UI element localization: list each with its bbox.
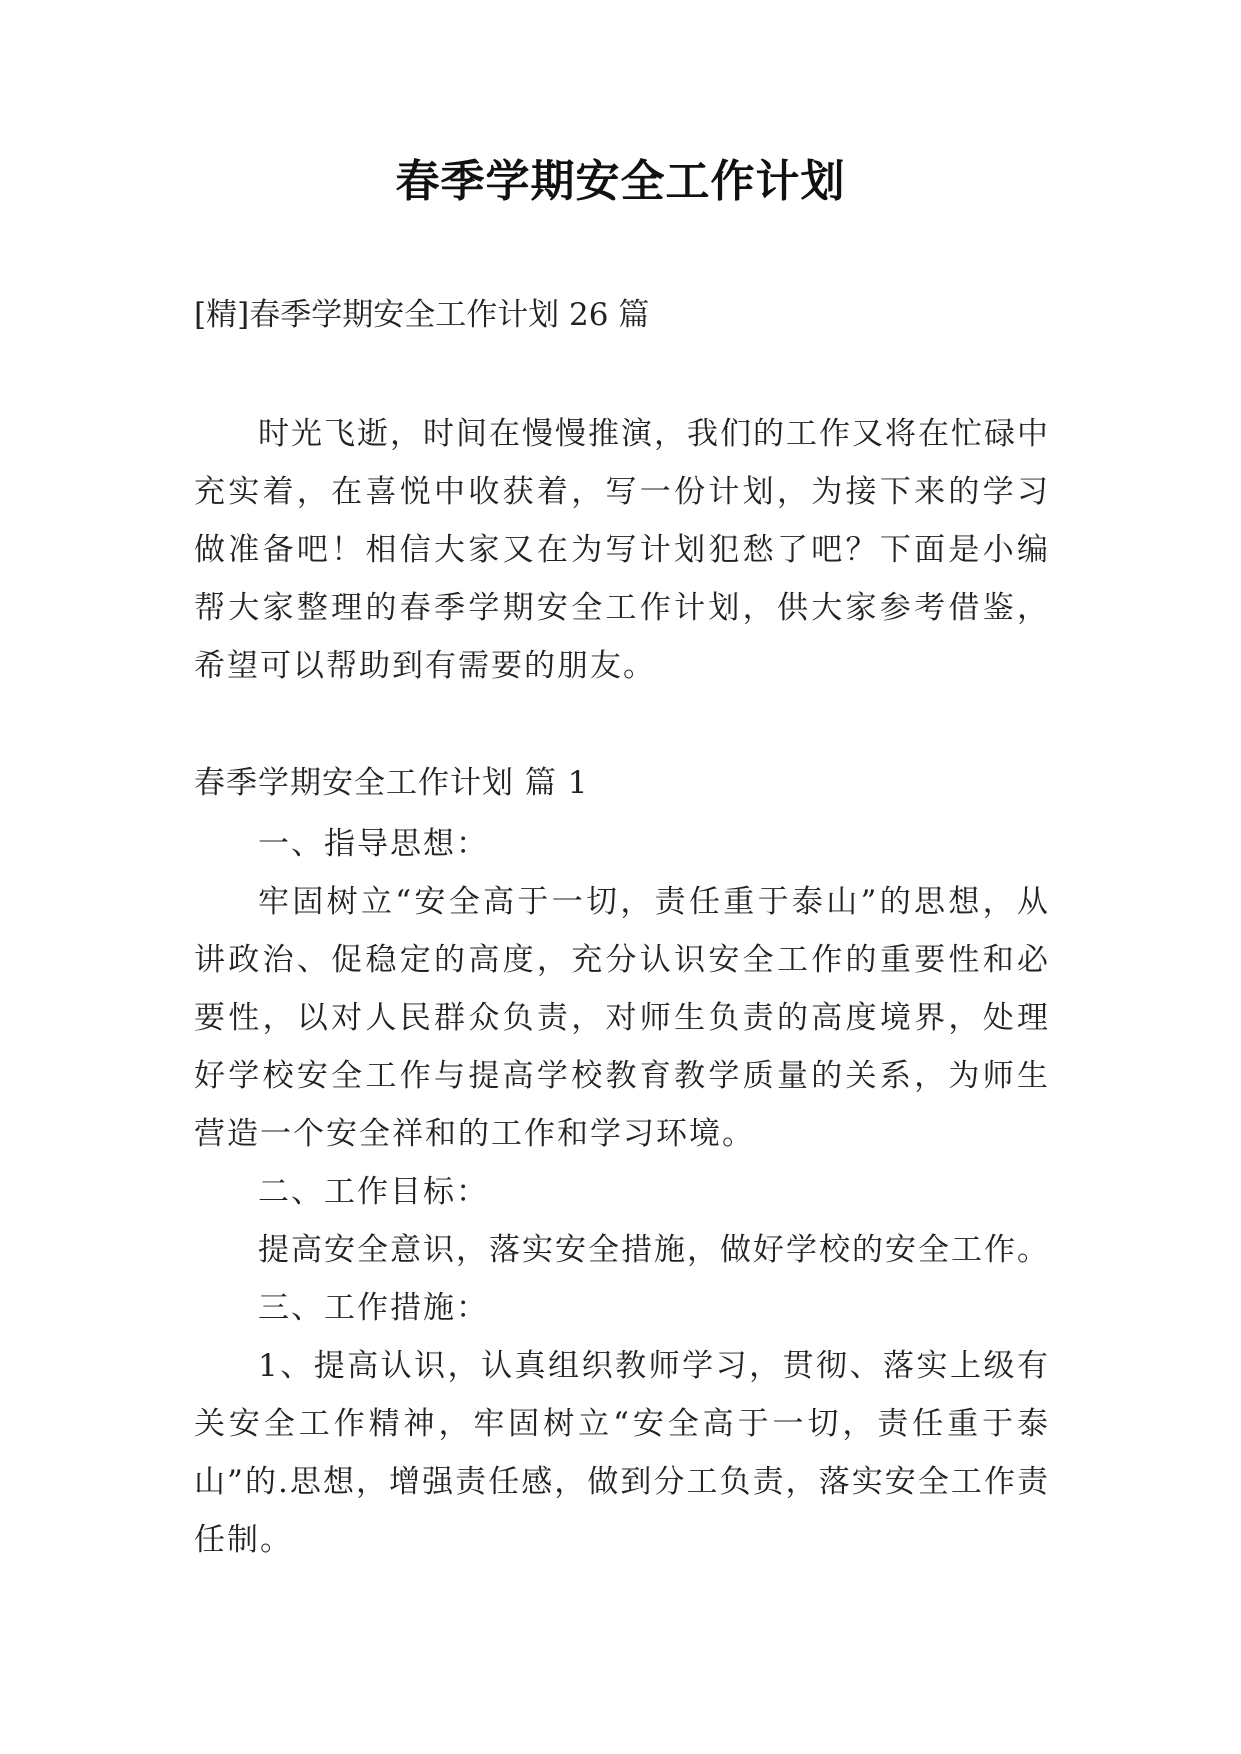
goal-heading: 二、工作目标： xyxy=(258,1174,489,1210)
guide-heading: 一、指导思想： xyxy=(258,826,489,862)
section-title: 春季学期安全工作计划 篇 1 xyxy=(194,765,589,801)
measure-item-1: 1、提高认识，认真组织教师学习，贯彻、落实上级有关安全工作精神，牢固树立“安全高于一切，责任重于泰山”的.思想，增强责任感，做到分工负责，落实安全工作责任制。 xyxy=(194,1348,1050,1558)
measure-heading: 三、工作措施： xyxy=(258,1290,489,1326)
document-subtitle: [精]春季学期安全工作计划 26 篇 xyxy=(194,297,650,333)
document-title: 春季学期安全工作计划 xyxy=(395,156,846,207)
guide-paragraph: 牢固树立“安全高于一切，责任重于泰山”的思想，从讲政治、促稳定的高度，充分认识安全工作的重要性和必要性，以对人民群众负责，对师生负责的高度境界，处理好学校安全工作与提高学校教育教学质量的关系，为师生营造一个安全祥和的工作和学习环境。 xyxy=(194,884,1050,1152)
intro-paragraph: 时光飞逝，时间在慢慢推演，我们的工作又将在忙碌中充实着，在喜悦中收获着，写一份计划，为接下来的学习做准备吧！相信大家又在为写计划犯愁了吧？下面是小编帮大家整理的春季学期安全工作计划，供大家参考借鉴，希望可以帮助到有需要的朋友。 xyxy=(194,416,1050,684)
goal-paragraph: 提高安全意识，落实安全措施，做好学校的安全工作。 xyxy=(258,1232,1050,1268)
